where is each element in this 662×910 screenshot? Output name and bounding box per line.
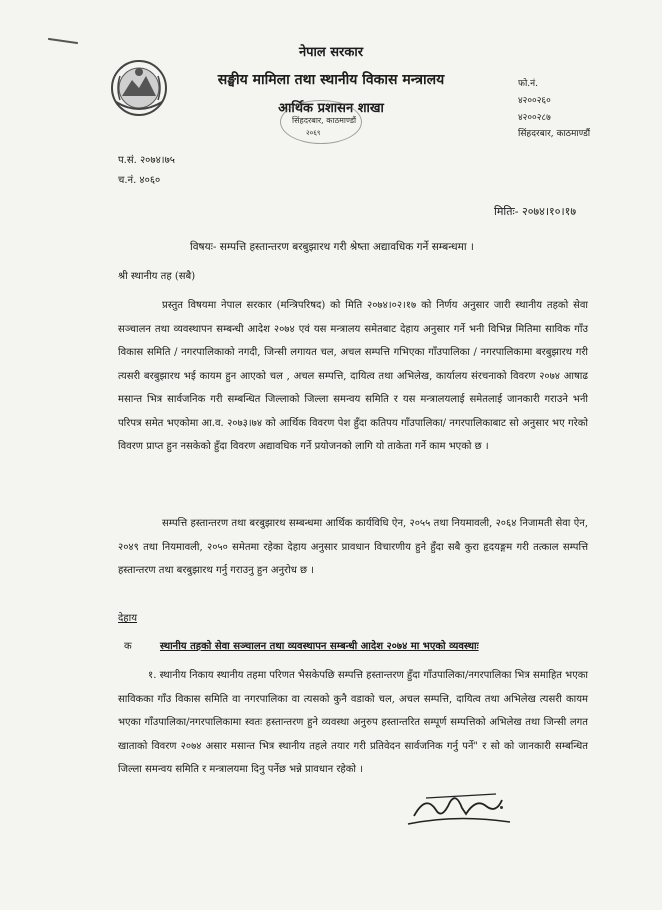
fiscal-year-ref: प.सं. २०७४।७५ <box>118 155 175 166</box>
dispatch-number: च.नं. ४०६० <box>118 175 161 186</box>
government-name: नेपाल सरकार <box>298 45 364 60</box>
phone-number-1: ४२००२६० <box>518 96 551 106</box>
stamp-number: २०६९ <box>306 129 321 137</box>
signature-dot <box>500 806 503 809</box>
phone-number-2: ४२००२८७ <box>518 113 551 123</box>
annex-heading: देहाय <box>118 613 138 624</box>
clause-1: १. स्थानीय निकाय स्थानीय तहमा परिणत भैसकेपछि सम्पत्ति हस्तान्तरण हुँदा गाँउपालिका/नगरपालिका भित्र समाहित भएका साविकका गाँउ विकास समिति वा नगरपालिका वा त्यसको कुनै वडाको चल, अचल सम्पत्ति, दायित्व तथा अभिलेख त्यसरी कायम भएका गाँउपालिका/नगरपालिकामा स्वतः हस्तान्तरण हुने व्यवस्था अनुरुप हस्तान्तरित सम्पूर्ण सम्पत्तिको अभिलेख तथा जिन्सी लगत खाताको विवरण २०७४ असार मसान्त भित्र स्थानीय तहले तयार गरी प्रतिवेदन सार्वजनिक गर्नु पर्ने" र सो को जानकारी सम्बन्धित जिल्ला समन्वय समिति र मन्त्रालयमा दिनु पर्नेछ भन्ने प्रावधान रहेको । <box>118 670 588 775</box>
section-title: स्थानीय तहको सेवा सञ्चालन तथा व्यवस्थापन सम्बन्धी आदेश २०७४ मा भएको व्यवस्थाः <box>160 641 479 652</box>
body-paragraph-2: सम्पत्ति हस्तान्तरण तथा बरबुझारथ सम्बन्धमा आर्थिक कार्यविधि ऐन, २०५५ तथा नियमावली, २०६४ निजामती सेवा ऐन, २०४९ तथा नियमावली, २०५० समेतमा रहेका देहाय अनुसार प्रावधान विचारणीय हुने हुँदा सबै कुरा हृदयङ्गम गरी तत्काल सम्पत्ति हस्तान्तरण तथा बरबुझारथ गर्नु गराउनु हुन अनुरोध छ । <box>118 518 588 576</box>
letter-subject: विषयः- सम्पत्ति हस्तान्तरण बरबुझारथ गरी श्रेष्ता अद्यावधिक गर्ने सम्बन्धमा । <box>190 241 474 253</box>
section-marker: क <box>124 641 132 652</box>
stamp-text: सिंहदरबार, काठमाण्डौं <box>292 116 357 125</box>
body-paragraph-1: प्रस्तुत विषयमा नेपाल सरकार (मन्त्रिपरिषद) को मिति २०७४।०२।१७ को निर्णय अनुसार जारी स्थानीय तहको सेवा सञ्चालन तथा व्यवस्थापन सम्बन्धी आदेश २०७४ एवं यस मन्त्रालय समेतबाट देहाय अनुसार गर्ने भनी विभिन्न मितिमा साविक गाँउ विकास समिति / नगरपालिकाको नगदी, जिन्सी लगायत चल, अचल सम्पत्ति गभिएका गाँउपालिका / नगरपालिकामा बरबुझारथ गरी त्यसरी बरबुझारथ भई कायम हुन आएको चल , अचल सम्पत्ति, दायित्व तथा अभिलेख, कार्यालय संरचनाको विवरण २०७४ आषाढ मसान्त भित्र सार्वजनिक गरी सम्बन्धित जिल्लाको जिल्ला समन्वय समिति र यस मन्त्रालयलाई समेतलाई जानकारी गराउने भनी परिपत्र समेत भएकोमा आ.व. २०७३।७४ को आर्थिक विवरण पेश हुँदा कतिपय गाँउपालिका/ नगरपालिकाबाट सो अनुसार भए गरेको विवरण प्राप्त हुन नसकेको हुँदा विवरण अद्यावधिक गर्ने प्रयोजनको लागि यो ताकेता गर्ने काम भएको छ । <box>118 300 588 452</box>
signature <box>406 784 516 834</box>
phone-label: फो.नं. <box>518 79 538 89</box>
letter-date: मितिः- २०७४।१०।१७ <box>494 205 577 218</box>
section-name: आर्थिक प्रशासन शाखा <box>278 101 384 116</box>
ministry-name: सङ्घीय मामिला तथा स्थानीय विकास मन्त्रालय <box>217 72 445 88</box>
office-address: सिंहदरबार, काठमाण्डौं <box>518 129 591 139</box>
addressee: श्री स्थानीय तह (सबै) <box>118 271 196 282</box>
